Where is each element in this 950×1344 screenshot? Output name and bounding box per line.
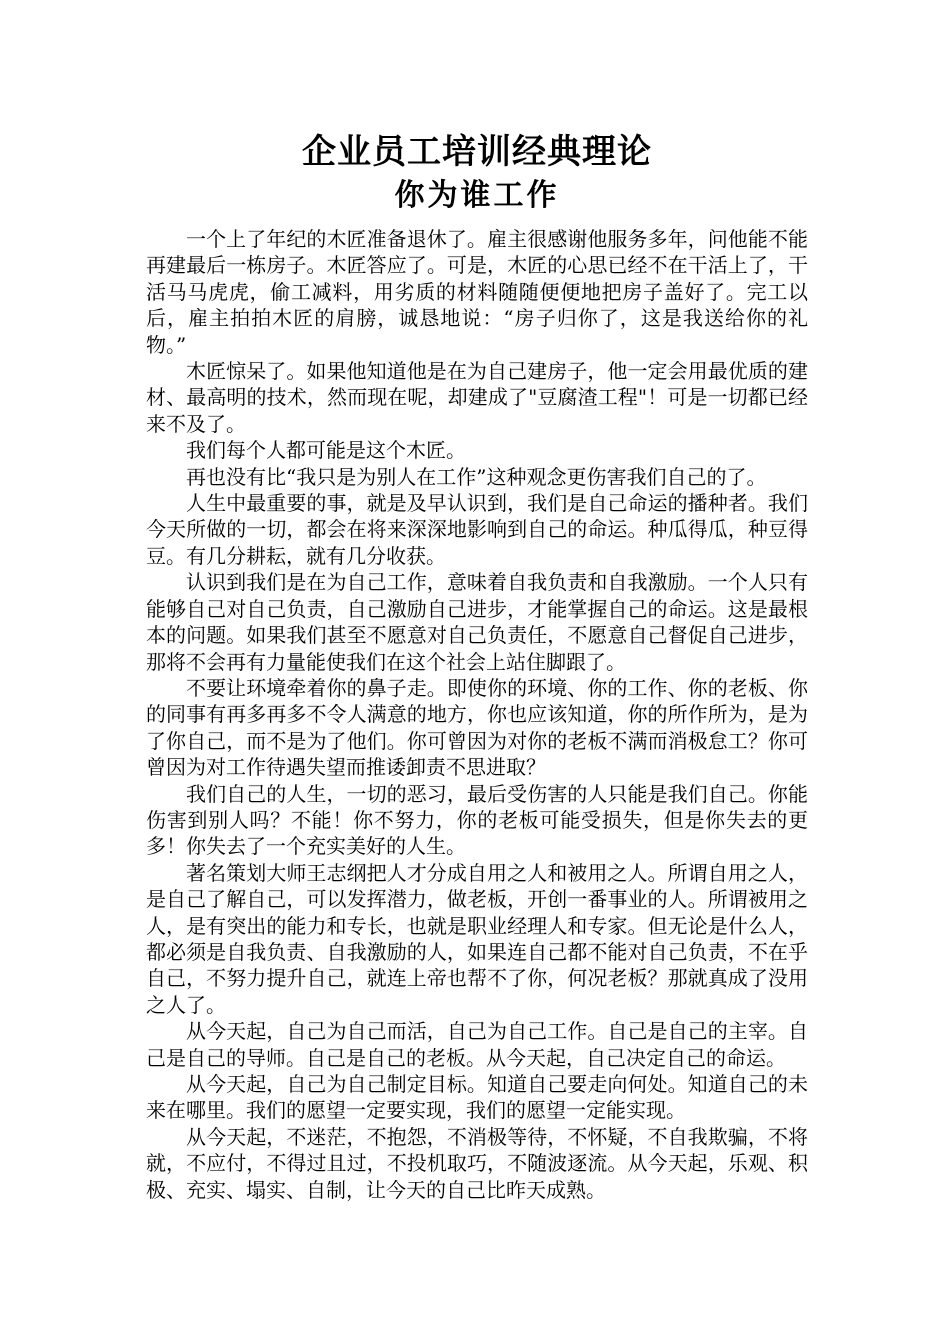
paragraph: 从今天起，自己为自己制定目标。知道自己要走向何处。知道自己的未来在哪里。我们的愿望一定要实现，我们的愿望一定能实现。	[146, 1072, 808, 1123]
paragraph: 我们每个人都可能是这个木匠。	[186, 438, 466, 463]
document-content	[146, 130, 808, 1203]
paragraph: 人生中最重要的事，就是及早认识到，我们是自己命运的播种者。我们今天所做的一切，都会在将来深深地影响到自己的命运。种瓜得瓜，种豆得豆。有几分耕耘，就有几分收获。	[146, 491, 808, 568]
paragraph: 一个上了年纪的木匠准备退休了。雇主很感谢他服务多年，问他能不能再建最后一栋房子。木匠答应了。可是，木匠的心思已经不在干活上了，干活马马虎虎，偷工减料，用劣质的材料随随便便地把房子盖好了。完工以后，雇主拍拍木匠的肩膀，诚恳地说：“房子归你了，这是我送给你的礼物。”	[146, 227, 808, 357]
paragraph: 从今天起，自己为自己而活，自己为自己工作。自己是自己的主宰。自己是自己的导师。自己是自己的老板。从今天起，自己决定自己的命运。	[146, 1019, 808, 1070]
document-title: 企业员工培训经典理论	[302, 132, 652, 172]
paragraph: 再也没有比“我只是为别人在工作”这种观念更伤害我们自己的了。	[186, 464, 767, 489]
paragraph: 不要让环境牵着你的鼻子走。即使你的环境、你的工作、你的老板、你的同事有再多再多不令人满意的地方，你也应该知道，你的所作所为，是为了你自己，而不是为了他们。你可曾因为对你的老板不满而消极怠工？你可曾因为对工作待遇失望而推诿卸责不思进取？	[146, 675, 808, 780]
document-body	[146, 226, 808, 1203]
paragraph: 木匠惊呆了。如果他知道他是在为自己建房子，他一定会用最优质的建材、最高明的技术，然而现在呢，却建成了"豆腐渣工程"！可是一切都已经来不及了。	[146, 359, 808, 436]
paragraph: 著名策划大师王志纲把人才分成自用之人和被用之人。所谓自用之人，是自己了解自己，可以发挥潜力，做老板，开创一番事业的人。所谓被用之人，是有突出的能力和专长，也就是职业经理人和专家。但无论是什么人，都必须是自我负责、自我激励的人，如果连自己都不能对自己负责，不在乎自己，不努力提升自己，就连上帝也帮不了你，何况老板？那就真成了没用之人了。	[146, 860, 808, 1017]
paragraph: 认识到我们是在为自己工作，意味着自我负责和自我激励。一个人只有能够自己对自己负责，自己激励自己进步，才能掌握自己的命运。这是最根本的问题。如果我们甚至不愿意对自己负责任，不愿意自己督促自己进步，那将不会再有力量能使我们在这个社会上站住脚跟了。	[146, 570, 808, 674]
paragraph: 从今天起，不迷茫，不抱怨，不消极等待，不怀疑，不自我欺骗，不将就，不应付，不得过且过，不投机取巧，不随波逐流。从今天起，乐观、积极、充实、塌实、自制，让今天的自己比昨天成熟。	[146, 1124, 808, 1202]
paragraph: 我们自己的人生，一切的恶习，最后受伤害的人只能是我们自己。你能伤害到别人吗？不能！你不努力，你的老板可能受损失，但是你失去的更多！你失去了一个充实美好的人生。	[146, 781, 808, 859]
document-subtitle: 你为谁工作	[394, 178, 560, 213]
